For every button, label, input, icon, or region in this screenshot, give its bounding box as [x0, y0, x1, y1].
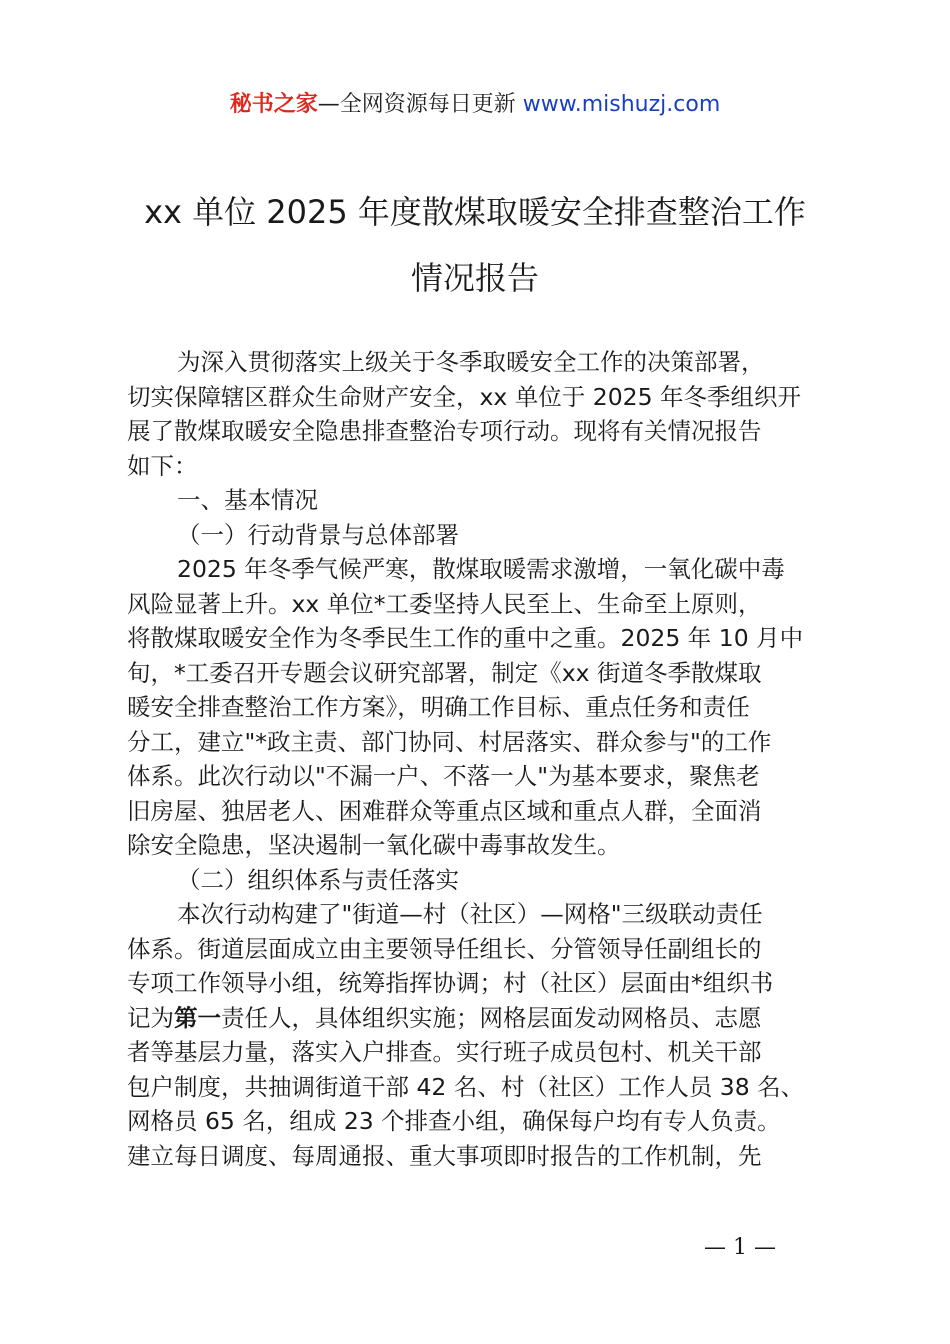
body-line: 者等基层力量，落实入户排查。实行班子成员包村、机关干部 — [127, 1038, 762, 1066]
body-line: 展了散煤取暖安全隐患排查整治专项行动。现将有关情况报告 — [127, 417, 762, 445]
body-line: 如下： — [127, 451, 198, 480]
body-text-segment: 责任人，具体组织实施；网格层面发动网格员、志愿 — [221, 1003, 762, 1032]
body-line: 2025 年冬季气候严寒，散煤取暖需求激增，一氧化碳中毒 — [177, 555, 785, 583]
subsection-heading: （二）组织体系与责任落实 — [177, 865, 459, 894]
body-line: 体系。街道层面成立由主要领导任组长、分管领导任副组长的 — [127, 934, 762, 963]
body-line: 为深入贯彻落实上级关于冬季取暖安全工作的决策部署， — [177, 348, 765, 376]
site-header — [0, 88, 950, 122]
body-line: 建立每日调度、每周通报、重大事项即时报告的工作机制，先 — [127, 1141, 762, 1170]
body-line: 旧房屋、独居老人、困难群众等重点区域和重点人群，全面消 — [127, 796, 762, 825]
body-line: 包户制度，共抽调街道干部 42 名、村（社区）工作人员 38 名、 — [127, 1072, 805, 1101]
document-body — [127, 345, 832, 1173]
document-title-line-1: xx 单位 2025 年度散煤取暖安全排查整治工作 — [144, 193, 806, 231]
body-line: 分工，建立"*政主责、部门协同、村居落实、群众参与"的工作 — [127, 727, 772, 756]
body-line: 本次行动构建了"街道—村（社区）—网格"三级联动责任 — [177, 900, 763, 928]
body-text-segment: 记为 — [127, 1003, 174, 1032]
body-line: 旬，*工委召开专题会议研究部署，制定《xx 街道冬季散煤取 — [127, 658, 762, 687]
section-heading: 一、基本情况 — [177, 486, 318, 514]
bold-text-segment: 第一 — [174, 1003, 221, 1032]
body-line: 将散煤取暖安全作为冬季民生工作的重中之重。2025 年 10 月中 — [127, 624, 804, 652]
body-line: 切实保障辖区群众生命财产安全，xx 单位于 2025 年冬季组织开 — [127, 382, 802, 411]
subsection-heading: （一）行动背景与总体部署 — [177, 520, 459, 549]
body-line — [127, 1001, 832, 1036]
site-slogan: —全网资源每日更新 — [317, 92, 523, 117]
document-title-line-2: 情况报告 — [410, 259, 539, 297]
body-line: 专项工作领导小组，统筹指挥协调；村（社区）层面由*组织书 — [127, 969, 774, 997]
body-line: 网格员 65 名，组成 23 个排查小组，确保每户均有专人负责。 — [127, 1107, 781, 1135]
body-line: 暖安全排查整治工作方案》，明确工作目标、重点任务和责任 — [127, 693, 750, 721]
page-number: — 1 — — [704, 1235, 776, 1260]
body-line: 除安全隐患，坚决遏制一氧化碳中毒事故发生。 — [127, 831, 621, 859]
body-line: 体系。此次行动以"不漏一户、不落一人"为基本要求，聚焦老 — [127, 762, 760, 790]
site-url-link[interactable]: www.mishuzj.com — [522, 92, 721, 117]
site-brand: 秘书之家 — [229, 92, 318, 117]
body-line: 风险显著上升。xx 单位*工委坚持人民至上、生命至上原则， — [127, 589, 762, 618]
